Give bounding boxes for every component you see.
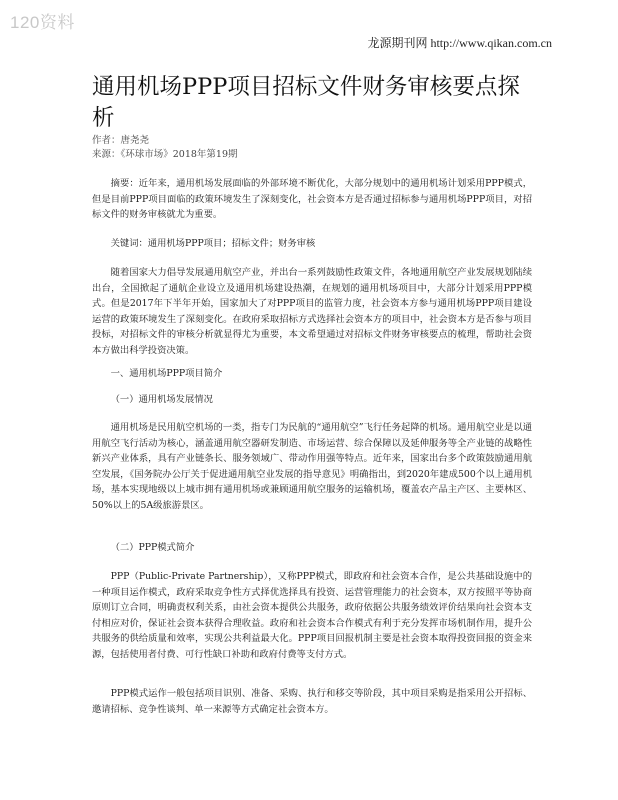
paragraph-ppp-stages: PPP模式运作一般包括项目识别、准备、采购、执行和移交等阶段，其中项目采购是指采用公开招标、邀请招标、竞争性谈判、单一来源等方式确定社会资本方。 (92, 688, 532, 715)
paragraph-ppp-intro: PPP（Public-Private Partnership），又称PPP模式，即政府和社会资本合作，是公共基础设施中的一种项目运作模式，政府采取竞争性方式择优选择具有投资、运营管理能力的社会资本，双方按照平等协商原则订立合同，明确责权利关系，由社会资本提供公共服务，政府依据公共服务绩效评价结果向社会资本支付相应对价，保证社会资本获得合理收益。政府和社会资本合作模式有利于充分发挥市场机制作用，提升公共服务的供给质量和效率，实现公共利益最大化。PPP项目回报机制主要是社会资本取得投资回报的资金来源，包括使用者付费、可行性缺口补助和政府付费等支付方式。 (92, 571, 532, 660)
subsection-heading-1: （一）通用机场发展情况 (110, 394, 213, 405)
abstract: 摘要：近年来，通用机场发展面临的外部环境不断优化，大部分规划中的通用机场计划采用PPP模式，但是目前PPP项目面临的政策环境发生了深刻变化，社会资本方是否通过招标参与通用机场PPP项目，对招标文件的财务审核就尤为重要。 (92, 178, 532, 221)
intro-paragraph: 随着国家大力倡导发展通用航空产业，并出台一系列鼓励性政策文件，各地通用航空产业发展规划陆续出台，全国掀起了通航企业设立及通用机场建设热潮，在规划的通用机场项目中，大部分计划采用PPP模式。但是2017年下半年开始，国家加大了对PPP项目的监管力度，社会资本方参与通用机场PPP项目建设运营的政策环境发生了深刻变化。在政府采取招标方式选择社会资本方的项目中，社会资本方是否参与项目投标，对招标文件的审核分析就显得尤为重要，本文希望通过对招标文件财务审核要点的梳理，帮助社会资本方做出科学投资决策。 (92, 267, 532, 356)
subsection-heading-2: （二）PPP模式简介 (110, 542, 195, 553)
source-line: 来源：《环球市场》2018年第19期 (92, 149, 238, 160)
keywords: 关键词：通用机场PPP项目；招标文件；财务审核 (110, 238, 316, 249)
watermark: 120资料 (10, 13, 75, 32)
section-heading-1: 一、通用机场PPP项目简介 (110, 368, 223, 379)
article-title: 通用机场PPP项目招标文件财务审核要点探析 (92, 74, 520, 131)
site-header: 龙源期刊网 http://www.qikan.com.cn (367, 36, 552, 50)
paragraph-airport-development: 通用机场是民用航空机场的一类，指专门为民航的“通用航空”飞行任务起降的机场。通用航空业是以通用航空飞行活动为核心，涵盖通用航空器研发制造、市场运营、综合保障以及延伸服务等全产业链的战略性新兴产业体系，具有产业链条长、服务领域广、带动作用强等特点。近年来，国家出台多个政策鼓励通用航空发展，《国务院办公厅关于促进通用航空业发展的指导意见》明确指出，到2020年建成500个以上通用机场，基本实现地级以上城市拥有通用机场或兼顾通用航空服务的运输机场，覆盖农产品主产区、主要林区、50%以上的5A级旅游景区。 (92, 422, 532, 511)
author-line: 作者：唐尧尧 (92, 135, 150, 146)
